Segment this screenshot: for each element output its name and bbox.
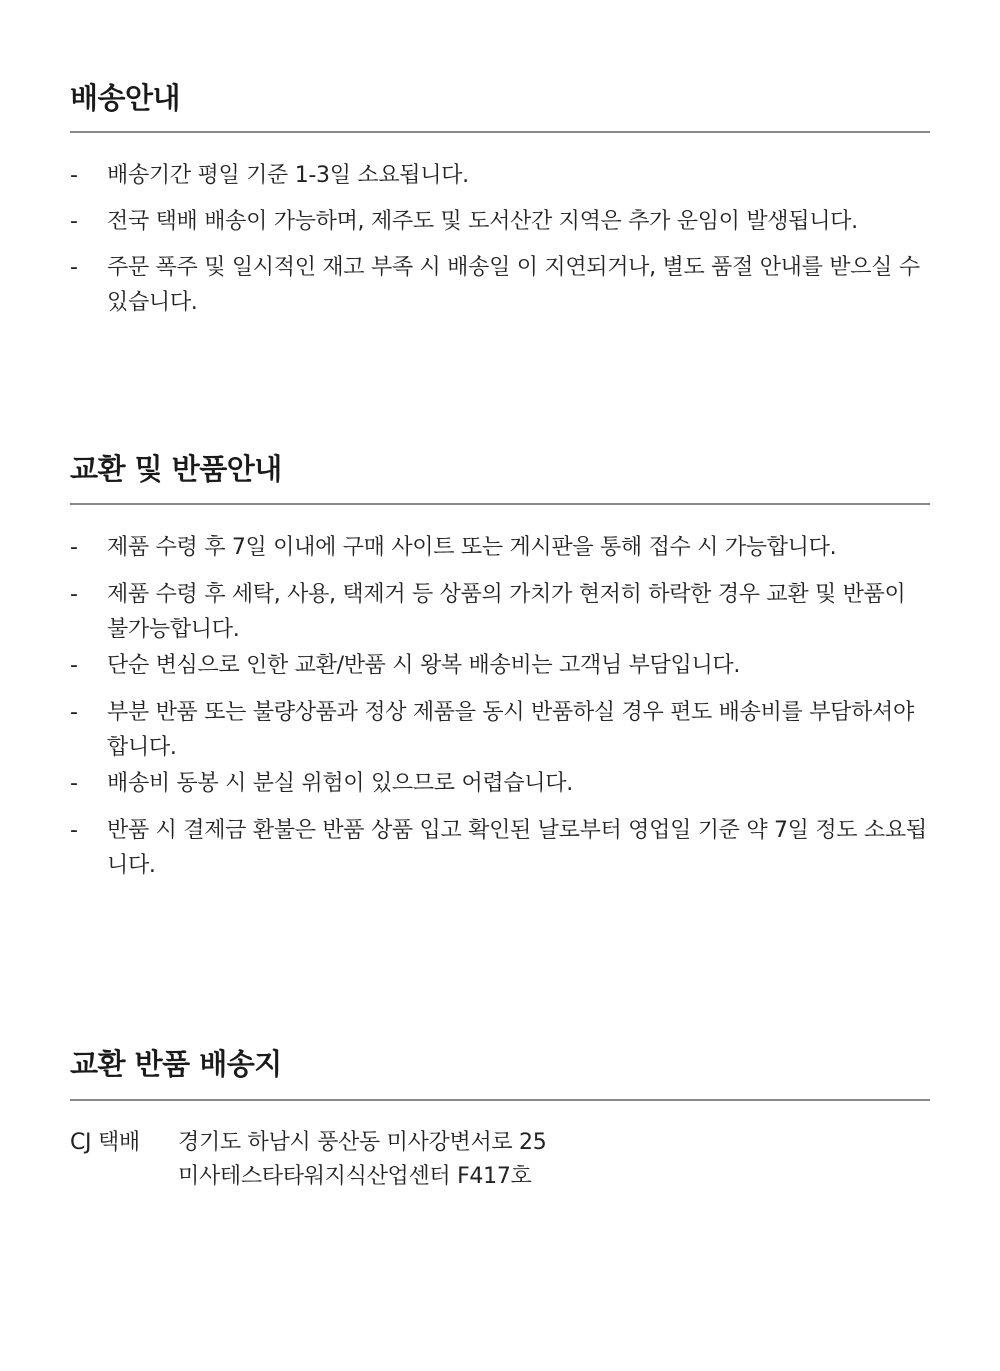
shipping-section [70,78,930,315]
exchange-list [70,530,930,883]
shipping-list [70,158,930,320]
address-line-1: 경기도 하남시 풍산동 미사강변서로 25 [178,1130,547,1155]
shipping-title: 배송안내 [70,81,181,115]
exchange-item-text: 단순 변심으로 인한 교환/반품 시 왕복 배송비는 고객님 부담입니다. [107,653,741,678]
address-block [178,1126,878,1194]
bullet: - [70,163,78,188]
shipping-divider [70,131,930,133]
bullet: - [70,653,78,678]
carrier-name: CJ 택배 [70,1130,140,1155]
exchange-section [70,449,930,878]
list-item [70,158,930,193]
list-item [70,648,930,683]
bullet: - [70,535,78,560]
exchange-item-text: 배송비 동봉 시 분실 위험이 있으므로 어렵습니다. [107,771,573,796]
return-address-section [70,1044,930,1189]
list-item [70,204,930,239]
exchange-item-text: 제품 수령 후 세탁, 사용, 택제거 등 상품의 가치가 현저히 하락한 경우 교환 및 반품이 불가능합니다. [107,582,906,642]
exchange-item-text: 부분 반품 또는 불량상품과 정상 제품을 동시 반품하실 경우 편도 배송비를 부담하셔야 합니다. [107,700,914,760]
shipping-item-text: 전국 택배 배송이 가능하며, 제주도 및 도서산간 지역은 추가 운임이 발생됩니다. [107,209,858,234]
shipping-item-text: 주문 폭주 및 일시적인 재고 부족 시 배송일 이 지연되거나, 별도 품절 안내를 받으실 수 있습니다. [107,255,920,315]
bullet: - [70,582,78,607]
exchange-title: 교환 및 반품안내 [70,452,282,486]
exchange-divider [70,503,930,505]
list-item [70,530,930,565]
return-address-divider [70,1099,930,1101]
bullet: - [70,209,78,234]
list-item [70,813,930,883]
list-item [70,577,930,647]
bullet: - [70,700,78,725]
address-line-2: 미사테스타타워지식산업센터 F417호 [178,1164,532,1189]
list-item [70,766,930,801]
list-item [70,250,930,320]
exchange-item-text: 제품 수령 후 7일 이내에 구매 사이트 또는 게시판을 통해 접수 시 가능합니다. [107,535,837,560]
return-address-title: 교환 반품 배송지 [70,1047,282,1081]
bullet: - [70,818,78,843]
bullet: - [70,255,78,280]
list-item [70,695,930,765]
bullet: - [70,771,78,796]
shipping-item-text: 배송기간 평일 기준 1-3일 소요됩니다. [107,163,469,188]
exchange-item-text: 반품 시 결제금 환불은 반품 상품 입고 확인된 날로부터 영업일 기준 약 7일 정도 소요됩니다. [107,818,927,878]
